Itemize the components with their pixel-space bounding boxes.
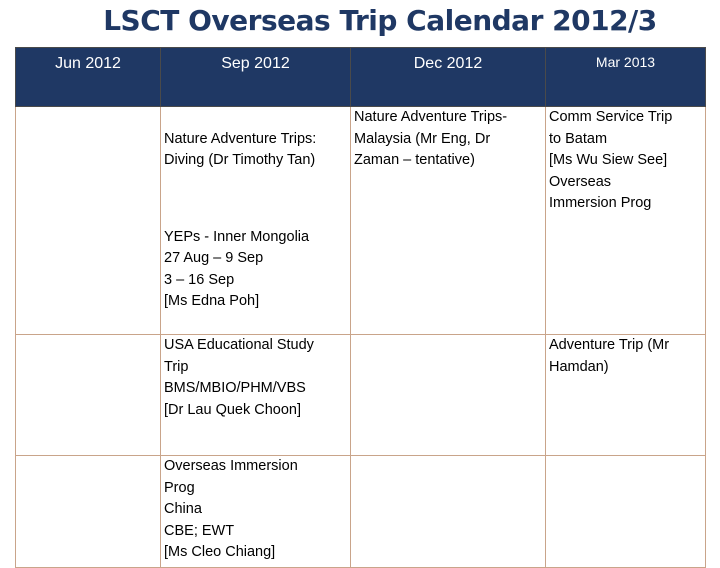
table-cell-mar: Comm Service Trip to Batam [Ms Wu Siew See] Overseas Immersion Prog bbox=[546, 107, 706, 335]
table-cell-jun bbox=[16, 335, 161, 456]
table-cell-dec: Nature Adventure Trips- Malaysia (Mr Eng, Dr Zaman – tentative) bbox=[351, 107, 546, 335]
table-cell-jun bbox=[16, 456, 161, 568]
table-cell-jun bbox=[16, 107, 161, 335]
table-row bbox=[16, 456, 706, 568]
trip-calendar-table bbox=[15, 47, 706, 568]
table-row bbox=[16, 107, 706, 335]
table-cell-sep: Overseas Immersion Prog China CBE; EWT [Ms Cleo Chiang] bbox=[161, 456, 351, 568]
page-title: LSCT Overseas Trip Calendar 2012/3 bbox=[103, 4, 657, 37]
column-header-mar: Mar 2013 bbox=[546, 48, 706, 107]
table-cell-mar bbox=[546, 456, 706, 568]
header-row bbox=[16, 48, 706, 107]
table-row bbox=[16, 335, 706, 456]
trip-entry-yeps: YEPs - Inner Mongolia 27 Aug – 9 Sep 3 – 16 Sep [Ms Edna Poh] bbox=[164, 228, 310, 309]
table-cell-dec bbox=[351, 335, 546, 456]
column-header-jun: Jun 2012 bbox=[16, 48, 161, 107]
table-cell-sep: USA Educational Study Trip BMS/MBIO/PHM/VBS [Dr Lau Quek Choon] bbox=[161, 335, 351, 456]
table-cell-sep bbox=[161, 107, 351, 335]
column-header-dec: Dec 2012 bbox=[351, 48, 546, 107]
column-header-sep: Sep 2012 bbox=[161, 48, 351, 107]
table-cell-dec bbox=[351, 456, 546, 568]
table-cell-mar: Adventure Trip (Mr Hamdan) bbox=[546, 335, 706, 456]
trip-entry-diving: Nature Adventure Trips: Diving (Dr Timothy Tan) bbox=[164, 130, 317, 168]
